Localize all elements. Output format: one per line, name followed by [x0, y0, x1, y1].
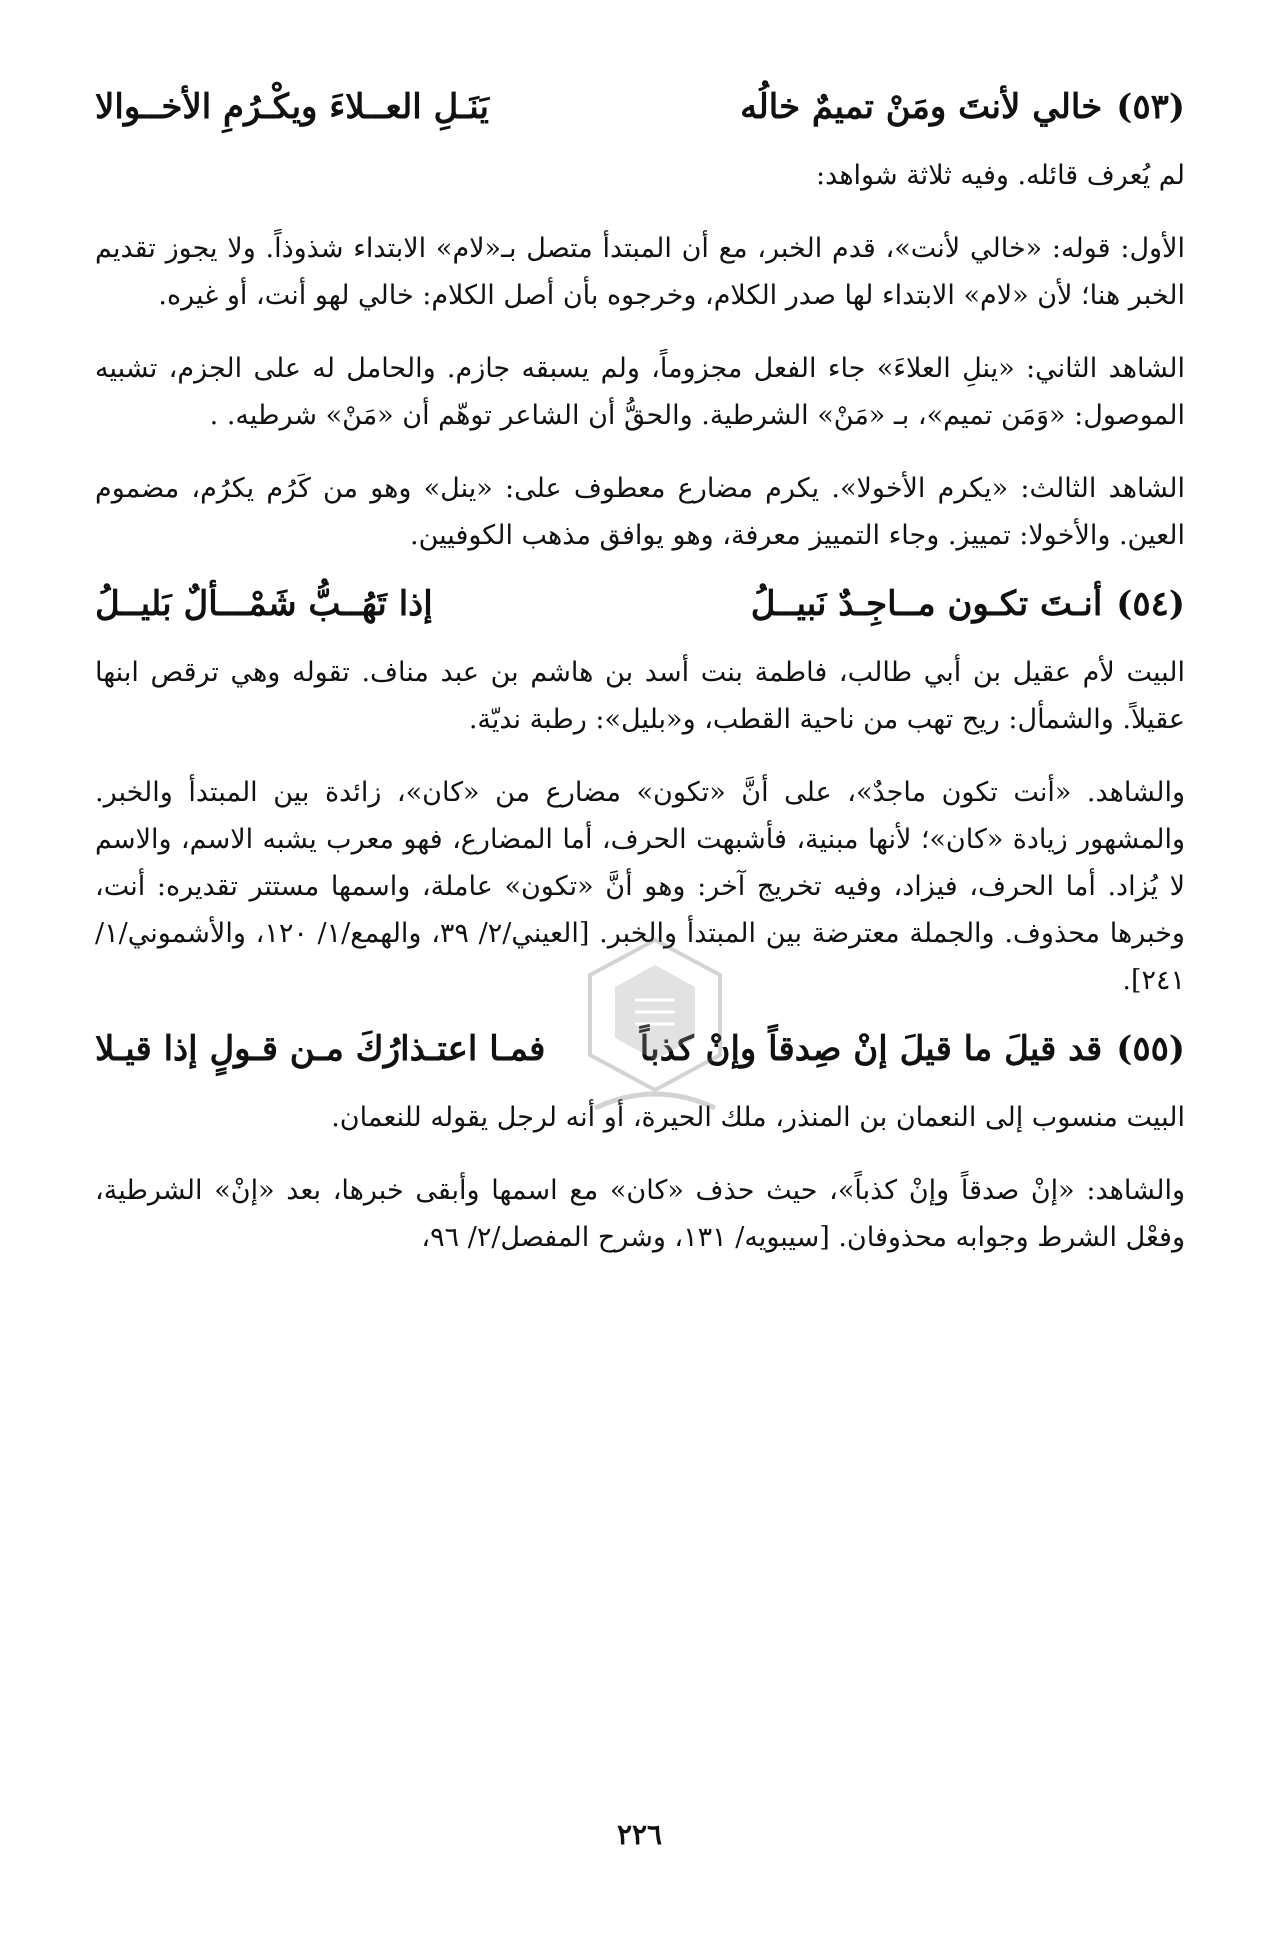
paragraph: الشاهد الثالث: «يكرم الأخولا». يكرم مضارع معطوف على: «ينل» وهو من كَرُم يكرُم، مضموم العين. والأخولا: تمييز. وجاء التمييز معرفة، وهو يوافق مذهب الكوفيين.	[95, 473, 1185, 551]
verse-first-hemistich: قد قيلَ ما قيلَ إنْ صِدقاً وإنْ كذباً	[639, 1029, 1103, 1069]
paragraph: والشاهد: «إنْ صدقاً وإنْ كذباً»، حيث حذف «كان» مع اسمها وأبقى خبرها، بعد «إنْ» الشرطية، وفعْل الشرط وجوابه محذوفان. [سيبويه/ ١٣١، وشرح المفصل/٢/ ٩٦،	[95, 1175, 1185, 1253]
paragraph: الشاهد الثاني: «ينلِ العلاءَ» جاء الفعل مجزوماً، ولم يسبقه جازم. والحامل له على الجزم، تشبيه الموصول: «وَمَن تميم»، بـ «مَنْ» الشرطية. والحقُّ أن الشاعر توهّم أن «مَنْ» شرطيه. .	[95, 353, 1185, 431]
verse-53	[95, 80, 1185, 134]
paragraph: البيت منسوب إلى النعمان بن المنذر، ملك الحيرة، أو أنه لرجل يقوله للنعمان.	[331, 1102, 1185, 1133]
paragraph: والشاهد. «أنت تكون ماجدٌ»، على أنَّ «تكون» مضارع من «كان»، زائدة بين المبتدأ والخبر. والمشهور زيادة «كان»؛ لأنها مبنية، فأشبهت الحرف، أما المضارع، فهو معرب يشبه الاسم، والاسم لا يُزاد. أما الحرف، فيزاد، وفيه تخريج آخر: وهو أنَّ «تكون» عاملة، واسمها مستتر تقديره: أنت، وخبرها محذوف. والجملة معترضة بين المبتدأ والخبر. [العيني/٢/ ٣٩، والهمع/١/ ١٢٠، والأشموني/١/ ٢٤١].	[95, 777, 1185, 996]
paragraph: لم يُعرف قائله. وفيه ثلاثة شواهد:	[816, 160, 1185, 191]
verse-number: (٥٤)	[1116, 584, 1185, 624]
verse-number: (٥٣)	[1116, 87, 1185, 127]
verse-second-hemistich: إذا تَهُــبُّ شَمْـــألٌ بَليــلُ	[95, 584, 433, 624]
verse-54	[95, 577, 1185, 631]
verse-first-hemistich: خالي لأنتَ ومَنْ تميمٌ خالُه	[740, 87, 1103, 127]
library-seal-watermark-icon	[570, 930, 740, 1130]
paragraph: الأول: قوله: «خالي لأنت»، قدم الخبر، مع أن المبتدأ متصل بـ«لام» الابتداء شذوذاً. ولا يجوز تقديم الخبر هنا؛ لأن «لام» الابتداء لها صدر الكلام، وخرجوه بأن أصل الكلام: خالي لهو أنت، أو غيره.	[95, 233, 1185, 311]
page-number: ٢٢٦	[616, 1818, 663, 1851]
verse-second-hemistich: فمـا اعتـذارُكَ مـن قـولٍ إذا قيـلا	[95, 1029, 546, 1069]
paragraph: البيت لأم عقيل بن أبي طالب، فاطمة بنت أسد بن هاشم بن عبد مناف. تقوله وهي ترقص ابنها عقيلاً. والشمأل: ريح تهب من ناحية القطب، و«بليل»: رطبة نديّة.	[95, 657, 1185, 735]
verse-first-hemistich: أنـتَ تكـون مــاجِـدٌ نَبيــلُ	[750, 584, 1103, 624]
verse-second-hemistich: يَنَـلِ العــلاءَ ويكْـرُمِ الأخــوالا	[95, 87, 489, 127]
verse-number: (٥٥)	[1116, 1029, 1185, 1069]
